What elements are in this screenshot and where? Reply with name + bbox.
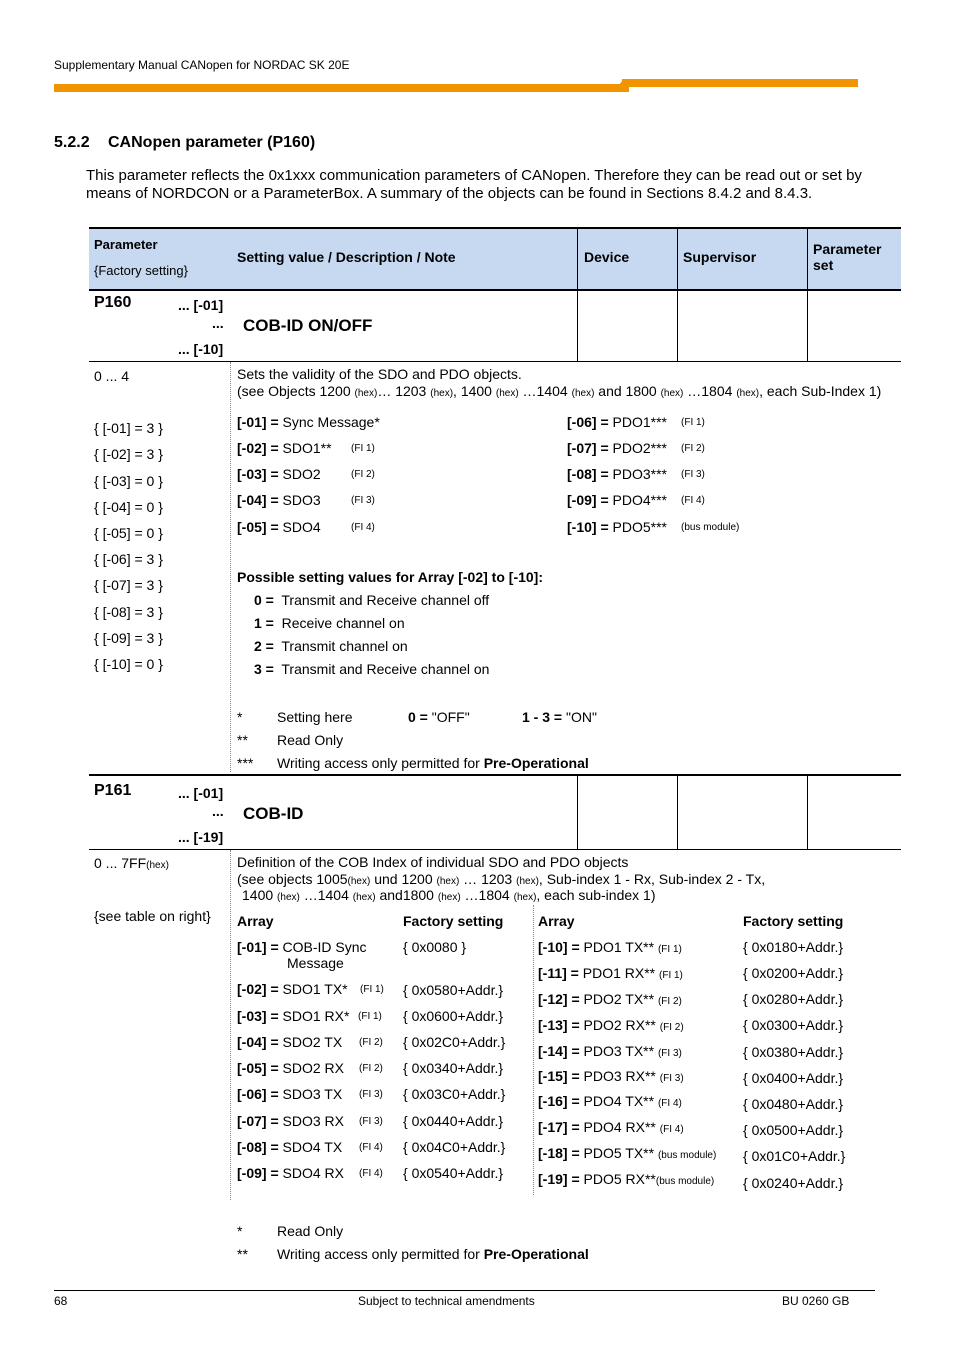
footer-page-number: 68 bbox=[54, 1294, 68, 1308]
th-device: Device bbox=[584, 249, 630, 265]
p160-array-item: [-05] = SDO4 bbox=[237, 519, 321, 535]
p160-factory: { [-05] = 0 } bbox=[94, 525, 163, 541]
th-setting: Setting value / Description / Note bbox=[237, 249, 456, 265]
footer-doc-number: BU 0260 GB bbox=[782, 1294, 850, 1308]
p161-row-factory: { 0x0380+Addr.} bbox=[743, 1044, 844, 1060]
p160-desc2: (see Objects 1200 (hex)… 1203 (hex), 1400 (hex) …1404 (hex) and 1800 (hex) …1804 (hex), each Sub-Index 1) bbox=[237, 383, 882, 399]
p161-row: [-01] = COB-ID Sync bbox=[237, 939, 367, 955]
p161-col-factory: Factory setting bbox=[403, 913, 504, 929]
p160-divider bbox=[89, 361, 901, 362]
p160-note-mark: ** bbox=[237, 732, 248, 748]
p160-array-note: (FI 2) bbox=[351, 469, 375, 480]
p161-row-note: (FI 2) bbox=[359, 1037, 383, 1048]
p161-row-note: (FI 1) bbox=[358, 1011, 382, 1022]
p160-factory: { [-02] = 3 } bbox=[94, 446, 163, 462]
p161-divider bbox=[89, 849, 901, 850]
p161-row: [-10] = PDO1 TX** (FI 1) bbox=[538, 939, 682, 955]
header-rule-right bbox=[622, 79, 858, 87]
p161-row-factory: { 0x0300+Addr.} bbox=[743, 1017, 844, 1033]
intro-paragraph: This parameter reflects the 0x1xxx communication parameters of CANopen. Therefore they can be read out or set by means of NORDCON or a ParameterBox. A summary of the objects can be found in Sections 8.4.2 and 8.4.3. bbox=[86, 167, 862, 202]
header-title: Supplementary Manual CANopen for NORDAC SK 20E bbox=[54, 58, 350, 72]
column-rule bbox=[533, 905, 534, 1195]
p160-array-item: [-09] = PDO4*** bbox=[567, 492, 667, 508]
p161-row-factory: { 0x0580+Addr.} bbox=[403, 982, 504, 998]
p160-array-item: [-10] = PDO5*** bbox=[567, 519, 667, 535]
p160-possible-item: 0 = Transmit and Receive channel off bbox=[254, 592, 490, 608]
p161-row: [-12] = PDO2 TX** (FI 2) bbox=[538, 991, 682, 1007]
row-divider bbox=[577, 776, 578, 849]
p161-row-factory: { 0x02C0+Addr.} bbox=[403, 1034, 506, 1050]
header-rule bbox=[54, 84, 629, 92]
p160-desc1: Sets the validity of the SDO and PDO objects. bbox=[237, 366, 522, 382]
p160-note-mark: *** bbox=[237, 755, 254, 771]
p161-row: [-18] = PDO5 TX** (bus module) bbox=[538, 1145, 717, 1161]
p160-array-item: [-02] = SDO1** bbox=[237, 440, 332, 456]
p161-row-factory: { 0x0500+Addr.} bbox=[743, 1122, 844, 1138]
p161-row-factory: { 0x0540+Addr.} bbox=[403, 1165, 504, 1181]
column-rule bbox=[230, 362, 231, 772]
p161-note-mark: ** bbox=[237, 1246, 248, 1262]
p161-row-factory: { 0x03C0+Addr.} bbox=[403, 1086, 506, 1102]
p161-row-note: (FI 3) bbox=[359, 1089, 383, 1100]
p160-array-item: [-07] = PDO2*** bbox=[567, 440, 667, 456]
p160-id: P160 bbox=[94, 294, 132, 311]
p160-possible-item: 1 = Receive channel on bbox=[254, 615, 405, 631]
p161-desc1: Definition of the COB Index of individual SDO and PDO objects bbox=[237, 854, 629, 870]
p160-array-note: (FI 3) bbox=[351, 495, 375, 506]
p160-note-text: Setting here bbox=[277, 709, 353, 725]
p160-array-note: (bus module) bbox=[681, 522, 740, 533]
p160-name: COB-ID ON/OFF bbox=[243, 316, 373, 335]
th-divider bbox=[807, 227, 808, 289]
row-divider bbox=[677, 776, 678, 849]
p161-row: [-09] = SDO4 RX bbox=[237, 1165, 344, 1181]
p160-value-range: 0 ... 4 bbox=[94, 368, 130, 384]
p160-array-note: (FI 4) bbox=[351, 522, 375, 533]
p161-row: [-06] = SDO3 TX bbox=[237, 1086, 343, 1102]
p160-array-note: (FI 1) bbox=[351, 443, 375, 454]
p161-row: [-11] = PDO1 RX** (FI 1) bbox=[538, 965, 683, 981]
p160-note-text: Writing access only permitted for Pre-Operational bbox=[277, 755, 589, 771]
p161-row-factory: { 0x0480+Addr.} bbox=[743, 1096, 844, 1112]
p161-divider-top bbox=[89, 774, 901, 776]
p160-array-note: (FI 1) bbox=[681, 417, 705, 428]
p160-factory: { [-09] = 3 } bbox=[94, 630, 163, 646]
p161-name: COB-ID bbox=[243, 804, 304, 823]
section-number: 5.2.2 bbox=[54, 134, 90, 151]
p160-note-on: 1 - 3 = "ON" bbox=[522, 709, 597, 725]
p161-note-mark: * bbox=[237, 1223, 243, 1239]
p160-array-item: [-01] = Sync Message* bbox=[237, 414, 380, 430]
p161-range-dots: ... bbox=[212, 803, 224, 819]
p160-note-text: Read Only bbox=[277, 732, 344, 748]
p160-factory: { [-10] = 0 } bbox=[94, 656, 163, 672]
p161-row-note: (FI 4) bbox=[359, 1142, 383, 1153]
th-divider bbox=[577, 227, 578, 289]
p161-row-factory: { 0x0600+Addr.} bbox=[403, 1008, 504, 1024]
p161-row: [-08] = SDO4 TX bbox=[237, 1139, 343, 1155]
p161-row: [-03] = SDO1 RX* bbox=[237, 1008, 350, 1024]
th-factory: {Factory setting} bbox=[94, 263, 188, 278]
row-divider bbox=[677, 289, 678, 361]
p160-range-dots: ... bbox=[212, 315, 224, 331]
p161-row: [-16] = PDO4 TX** (FI 4) bbox=[538, 1093, 682, 1109]
p161-range-end: ... [-19] bbox=[178, 829, 224, 845]
th-supervisor: Supervisor bbox=[683, 249, 757, 265]
p161-row-factory: { 0x0400+Addr.} bbox=[743, 1070, 844, 1086]
row-divider bbox=[807, 776, 808, 849]
footer-center: Subject to technical amendments bbox=[358, 1294, 535, 1308]
p160-factory: { [-06] = 3 } bbox=[94, 551, 163, 567]
p160-factory: { [-01] = 3 } bbox=[94, 420, 163, 436]
p161-row-factory: { 0x04C0+Addr.} bbox=[403, 1139, 506, 1155]
p161-row: [-04] = SDO2 TX bbox=[237, 1034, 343, 1050]
table-header bbox=[89, 227, 901, 291]
p161-id: P161 bbox=[94, 782, 132, 799]
p160-array-note: (FI 4) bbox=[681, 495, 705, 506]
p161-row: [-17] = PDO4 RX** (FI 4) bbox=[538, 1119, 684, 1135]
row-divider bbox=[577, 289, 578, 361]
p161-col-array: Array bbox=[237, 913, 274, 929]
section-title: CANopen parameter (P160) bbox=[108, 134, 316, 151]
p161-row-factory: { 0x0340+Addr.} bbox=[403, 1060, 504, 1076]
footer-rule bbox=[54, 1290, 875, 1291]
p161-range-start: ... [-01] bbox=[178, 785, 224, 801]
p161-col-factory: Factory setting bbox=[743, 913, 844, 929]
th-divider bbox=[677, 227, 678, 289]
p161-row: [-14] = PDO3 TX** (FI 3) bbox=[538, 1043, 682, 1059]
p160-factory: { [-07] = 3 } bbox=[94, 577, 163, 593]
p161-row: [-05] = SDO2 RX bbox=[237, 1060, 344, 1076]
th-parameter: Parameter bbox=[94, 237, 158, 252]
p160-note-mark: * bbox=[237, 709, 243, 725]
p160-range-start: ... [-01] bbox=[178, 297, 224, 313]
p161-row-note: (FI 1) bbox=[360, 984, 384, 995]
p160-factory: { [-08] = 3 } bbox=[94, 604, 163, 620]
p161-value-range: 0 ... 7FF(hex) bbox=[94, 855, 169, 871]
p161-factory-note: {see table on right} bbox=[94, 908, 211, 924]
p160-note-off: 0 = "OFF" bbox=[408, 709, 470, 725]
p161-note-text: Writing access only permitted for Pre-Operational bbox=[277, 1246, 589, 1262]
p161-row-factory: { 0x0200+Addr.} bbox=[743, 965, 844, 981]
p161-row-factory: { 0x0180+Addr.} bbox=[743, 939, 844, 955]
p161-row: [-07] = SDO3 RX bbox=[237, 1113, 344, 1129]
p161-row: [-15] = PDO3 RX** (FI 3) bbox=[538, 1068, 684, 1084]
p161-row-cont: Message bbox=[287, 955, 344, 971]
p160-array-item: [-04] = SDO3 bbox=[237, 492, 321, 508]
p160-range-end: ... [-10] bbox=[178, 341, 224, 357]
row-divider bbox=[807, 289, 808, 361]
p161-row-note: (FI 2) bbox=[359, 1063, 383, 1074]
p161-row-factory: { 0x0280+Addr.} bbox=[743, 991, 844, 1007]
p161-row: [-13] = PDO2 RX** (FI 2) bbox=[538, 1017, 684, 1033]
p160-factory: { [-04] = 0 } bbox=[94, 499, 163, 515]
p161-row-factory: { 0x0080 } bbox=[403, 939, 467, 955]
p160-factory: { [-03] = 0 } bbox=[94, 473, 163, 489]
p161-note-text: Read Only bbox=[277, 1223, 344, 1239]
p161-row-note: (FI 4) bbox=[359, 1168, 383, 1179]
th-param-set: Parameter set bbox=[813, 241, 882, 273]
p160-array-item: [-06] = PDO1*** bbox=[567, 414, 667, 430]
p161-col-array: Array bbox=[538, 913, 575, 929]
p160-array-note: (FI 2) bbox=[681, 443, 705, 454]
p160-possible-item: 2 = Transmit channel on bbox=[254, 638, 408, 654]
p161-row-factory: { 0x0440+Addr.} bbox=[403, 1113, 504, 1129]
p160-array-item: [-08] = PDO3*** bbox=[567, 466, 667, 482]
p161-row-factory: { 0x0240+Addr.} bbox=[743, 1175, 844, 1191]
p161-row-factory: { 0x01C0+Addr.} bbox=[743, 1148, 846, 1164]
p161-row-note: (FI 3) bbox=[359, 1116, 383, 1127]
p160-possible-title: Possible setting values for Array [-02] to [-10]: bbox=[237, 569, 543, 585]
column-rule bbox=[230, 850, 231, 1200]
p161-desc3: 1400 (hex) …1404 (hex) and1800 (hex) …1804 (hex), each sub-index 1) bbox=[242, 887, 656, 903]
p161-desc2: (see objects 1005(hex) und 1200 (hex) … 1203 (hex), Sub-index 1 - Rx, Sub-index 2 - Tx, bbox=[237, 871, 766, 887]
p160-array-item: [-03] = SDO2 bbox=[237, 466, 321, 482]
p161-row: [-19] = PDO5 RX**(bus module) bbox=[538, 1171, 715, 1187]
p161-row: [-02] = SDO1 TX* bbox=[237, 981, 348, 997]
p160-array-note: (FI 3) bbox=[681, 469, 705, 480]
p160-possible-item: 3 = Transmit and Receive channel on bbox=[254, 661, 490, 677]
